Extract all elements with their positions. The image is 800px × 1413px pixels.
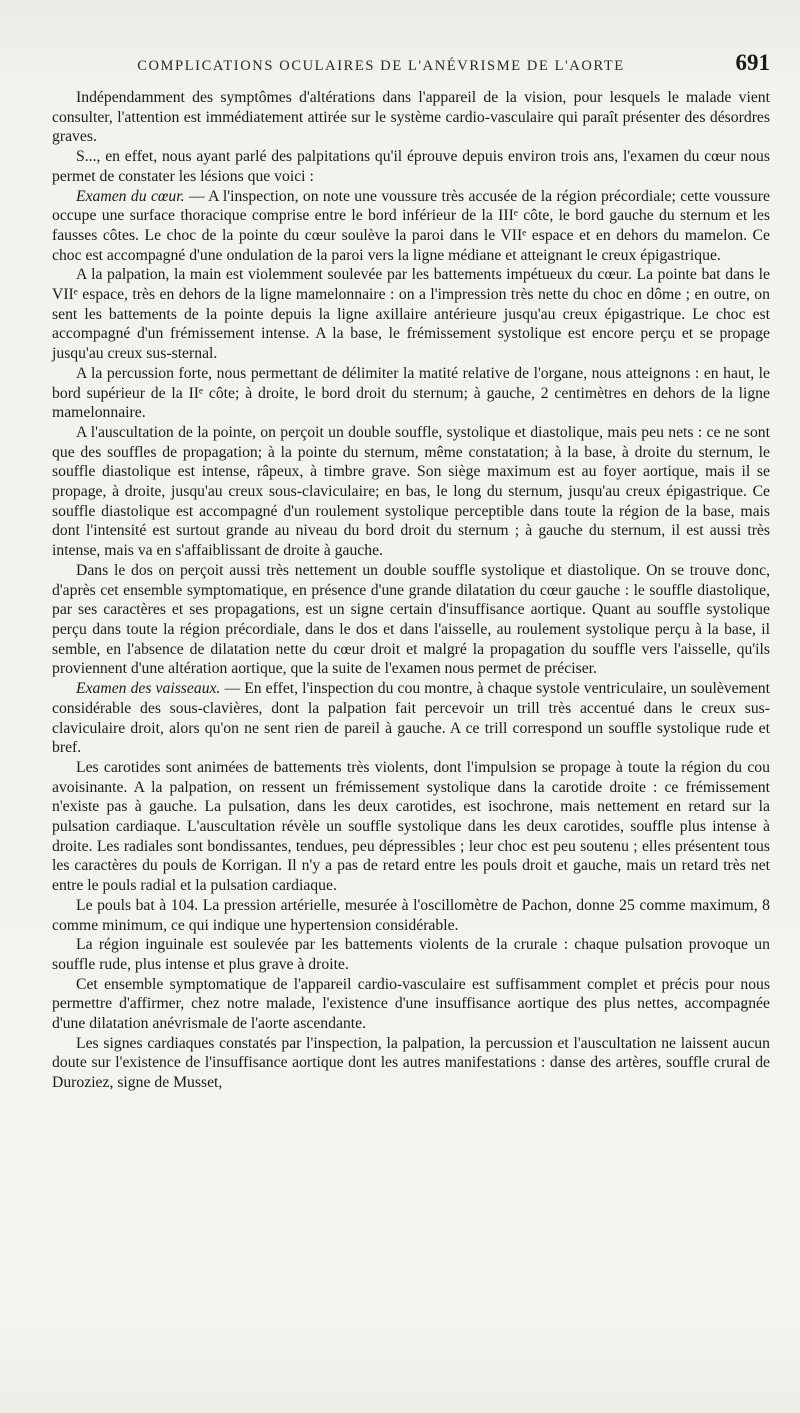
paragraph-text: A l'auscultation de la pointe, on perçoit un double souffle, systolique et diastolique, mais peu nets : ce ne sont que des souffles de propagation; à la pointe du sternum, même constatation; à la base, à droite du sternum, le souffle diastolique est intense, râpeux, à timbre grave. Son siège maximum est au foyer aortique, mais il se propage, à droite, jusqu'au creux sous-claviculaire; en bas, le long du sternum, jusqu'au creux épigastrique. Ce souffle diastolique est accompagné d'un roulement systolique perceptible dans toute la région de la base, mais dont l'intensité est surtout grande au niveau du bord droit du sternum ; à gauche du sternum, il est aussi très intense, mais va en s'affaiblissant de droite à gauche. xyxy=(52,423,770,560)
paragraph-lead: Examen des vaisseaux. xyxy=(76,680,221,698)
paragraph xyxy=(52,975,770,1034)
paragraph-text: — En effet, l'inspection du cou montre, à chaque systole ventriculaire, un soulèvement considérable des sous-clavières, dont la palpation fait percevoir un trill très accentué dans le creux sus-claviculaire droit, alors qu'on ne sent rien de pareil à gauche. A ce trill correspond un souffle systolique rude et bref. xyxy=(52,680,770,757)
paragraph-lead: Examen du cœur. xyxy=(76,187,185,205)
paragraph xyxy=(52,896,770,935)
paragraph-text: — A l'inspection, on note une voussure très accusée de la région précordiale; cette voussure occupe une surface thoracique comprise entre le bord inférieur de la IIIᵉ côte, le bord gauche du sternum et les fausses côtes. Le choc de la pointe du cœur soulève la paroi dans le VIIᵉ espace et en dehors du mamelon. Ce choc est accompagné d'une ondulation de la paroi vers la ligne médiane et atteignant le creux épigastrique. xyxy=(52,187,770,264)
paragraph xyxy=(52,679,770,758)
paragraph-text: La région inguinale est soulevée par les battements violents de la crurale : chaque pulsation provoque un souffle rude, plus intense et plus grave à droite. xyxy=(52,936,770,973)
running-title: COMPLICATIONS OCULAIRES DE L'ANÉVRISME DE L'AORTE xyxy=(137,58,625,74)
paragraph xyxy=(52,147,770,186)
paragraph-text: Dans le dos on perçoit aussi très nettement un double souffle systolique et diastolique. On se trouve donc, d'après cet ensemble symptomatique, en présence d'une grande dilatation du cœur gauche : le souffle diastolique, par ses caractères et ses propagations, est un signe certain d'insuffisance aortique. Quant au souffle systolique perçu dans toute la région précordiale, dans le dos et dans l'aisselle, au roulement systolique perçu à la base, il semble, en l'absence de dilatation nette du cœur droit et malgré la propagation du souffle vers l'aisselle, qu'ils proviennent d'une altération aortique, que la suite de l'examen nous permet de préciser. xyxy=(52,561,770,678)
paragraph xyxy=(52,88,770,147)
paragraph-text: Les carotides sont animées de battements très violents, dont l'impulsion se propage à toute la région du cou avoisinante. A la palpation, on ressent un frémissement systolique dans la carotide droite : ce frémissement n'existe pas à gauche. La pulsation, dans les deux carotides, est isochrone, mais nettement en retard sur la pulsation cardiaque. L'auscultation révèle un souffle systolique dans les deux carotides, souffle plus intense à droite. Les radiales sont bondissantes, tendues, peu dépressibles ; leur choc est peu soutenu ; elles présentent tous les caractères du pouls de Korrigan. Il n'y a pas de retard entre les pouls droit et gauche, mais un retard très net entre le pouls radial et la pulsation cardiaque. xyxy=(52,758,770,895)
paragraph xyxy=(52,265,770,364)
paragraph-text: Cet ensemble symptomatique de l'appareil cardio-vasculaire est suffisamment complet et précis pour nous permettre d'affirmer, chez notre malade, l'existence d'une insuffisance aortique des plus nettes, accompagnée d'une dilatation anévrismale de l'aorte ascendante. xyxy=(52,975,770,1033)
body-text xyxy=(52,88,770,1093)
paragraph xyxy=(52,935,770,974)
paragraph-text: S..., en effet, nous ayant parlé des palpitations qu'il éprouve depuis environ trois ans, l'examen du cœur nous permet de constater les lésions que voici : xyxy=(52,148,770,185)
paragraph-text: Le pouls bat à 104. La pression artérielle, mesurée à l'oscillomètre de Pachon, donne 25 comme maximum, 8 comme minimum, ce qui indique une hypertension considérable. xyxy=(52,896,770,934)
paragraph xyxy=(52,561,770,679)
paragraph-text: Indépendamment des symptômes d'altérations dans l'appareil de la vision, pour lesquels le malade vient consulter, l'attention est immédiatement attirée sur le système cardio-vasculaire qui paraît présenter des désordres graves. xyxy=(52,89,770,146)
paragraph-text: A la palpation, la main est violemment soulevée par les battements impétueux du cœur. La pointe bat dans le VIIᵉ espace, très en dehors de la ligne mamelonnaire : on a l'impression très nette du choc en dôme ; en outre, on sent les battements de la pointe depuis la ligne axillaire antérieure jusqu'au creux épigastrique. Le choc est accompagné d'un frémissement intense. A la base, le frémissement systolique est encore perçu et se propage jusqu'au creux sus-sternal. xyxy=(52,266,770,363)
paragraph-text: Les signes cardiaques constatés par l'inspection, la palpation, la percussion et l'auscultation ne laissent aucun doute sur l'existence de l'insuffisance aortique dont les autres manifestations : danse des artères, souffle crural de Duroziez, signe de Musset, xyxy=(52,1034,770,1092)
paragraph xyxy=(52,187,770,266)
paragraph-text: A la percussion forte, nous permettant de délimiter la matité relative de l'organe, nous atteignons : en haut, le bord supérieur de la IIᵉ côte; à droite, le bord droit du sternum; à gauche, 2 centimètres en dehors de la ligne mamelonnaire. xyxy=(52,364,770,422)
page-number: 691 xyxy=(735,50,770,75)
paragraph xyxy=(52,1034,770,1093)
paragraph xyxy=(52,423,770,561)
running-header xyxy=(52,50,770,84)
paragraph xyxy=(52,364,770,423)
paragraph xyxy=(52,758,770,896)
